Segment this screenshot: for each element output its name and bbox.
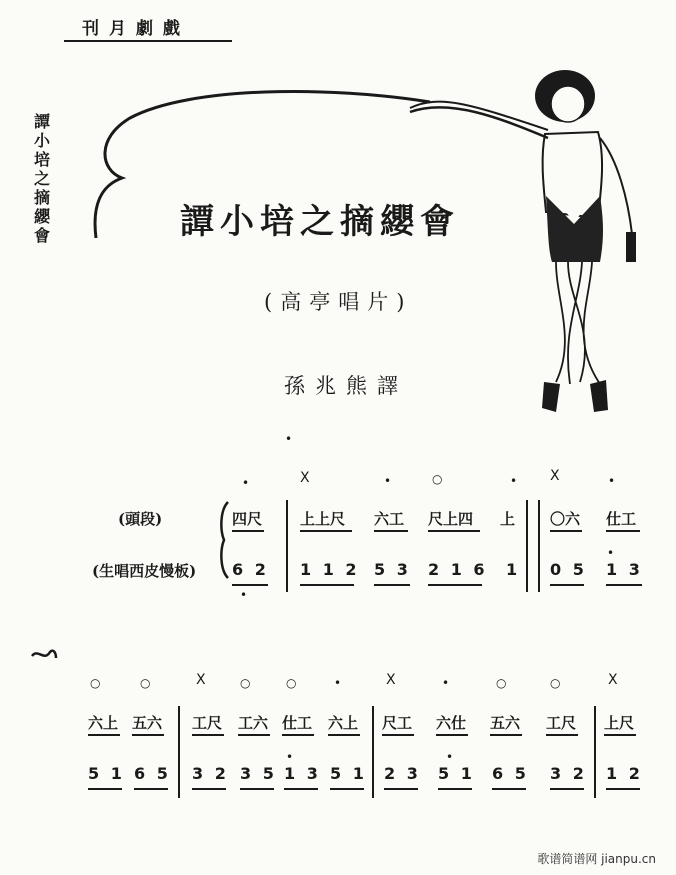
beat-dot: • xyxy=(384,474,392,488)
gongche-note: 六工 xyxy=(374,510,405,528)
jianpu-note: 6 5 xyxy=(492,764,529,783)
gongche-note: 尺上四 xyxy=(428,510,474,528)
gongche-note: 〇六 xyxy=(550,510,581,528)
translator: 孫兆熊譯 xyxy=(284,374,408,398)
gongche-note: 六上 xyxy=(88,714,119,732)
song-title: 譚小培之摘纓會 xyxy=(180,202,460,242)
jianpu-note: 0 5 xyxy=(550,560,587,579)
jianpu-note: 2 1 6 xyxy=(428,560,488,579)
row1-brace xyxy=(218,500,232,580)
jianpu-note: 1 2 xyxy=(606,764,643,783)
beam-line xyxy=(382,734,414,736)
beat-dot: • xyxy=(608,474,616,488)
beam-line xyxy=(546,734,578,736)
gongche-note: 工尺 xyxy=(546,714,577,732)
beam-line xyxy=(192,788,226,790)
gongche-note: 仕工 xyxy=(606,510,637,528)
gongche-note: 五六 xyxy=(132,714,163,732)
side-title: 譚小培之摘纓會 xyxy=(33,112,50,245)
jianpu-note: 1 3 xyxy=(606,560,643,579)
octave-dot: • xyxy=(446,750,454,764)
beam-line xyxy=(240,788,274,790)
jianpu-note: 5 1 xyxy=(88,764,125,783)
gongche-note: 上 xyxy=(500,510,516,528)
beam-line xyxy=(300,584,354,586)
beam-line xyxy=(330,788,364,790)
beat-dot: • xyxy=(334,676,342,690)
octave-dot: • xyxy=(286,750,294,764)
beam-line xyxy=(550,530,582,532)
bar-line xyxy=(178,706,180,798)
gongche-note: 四尺 xyxy=(232,510,263,528)
beam-line xyxy=(490,734,522,736)
beam-line xyxy=(492,788,526,790)
beat-dot: • xyxy=(442,676,450,690)
bar-line xyxy=(538,500,540,592)
gongche-note: 尺工 xyxy=(382,714,413,732)
beam-line xyxy=(606,584,642,586)
beam-line xyxy=(88,734,120,736)
jianpu-note: 1 xyxy=(506,560,521,579)
beam-line xyxy=(192,734,224,736)
bar-line xyxy=(526,500,528,592)
beam-line xyxy=(328,734,360,736)
intro-label: (頭段) xyxy=(118,510,163,528)
beat-circle: ○ xyxy=(550,676,561,690)
beam-line xyxy=(604,734,636,736)
beam-line xyxy=(428,584,482,586)
beam-line xyxy=(300,530,352,532)
gongche-note: 五六 xyxy=(490,714,521,732)
gongche-note: 工尺 xyxy=(192,714,223,732)
beam-line xyxy=(606,788,640,790)
beam-line xyxy=(134,788,168,790)
magazine-header: 刊月劇戲 xyxy=(82,19,190,39)
continuation-mark-icon xyxy=(30,646,58,664)
bar-line xyxy=(594,706,596,798)
jianpu-note: 5 1 xyxy=(438,764,475,783)
beam-line xyxy=(232,584,268,586)
beat-circle: ○ xyxy=(140,676,151,690)
beat-dot: • xyxy=(510,474,518,488)
beam-line xyxy=(88,788,122,790)
beat-circle: ○ xyxy=(240,676,251,690)
beat-crossed-mark: X xyxy=(550,468,560,484)
bar-line xyxy=(372,706,374,798)
beam-line xyxy=(282,734,314,736)
jianpu-note: 3 2 xyxy=(192,764,229,783)
beam-line xyxy=(428,530,480,532)
jianpu-note: 3 2 xyxy=(550,764,587,783)
beat-circle: ○ xyxy=(432,472,443,486)
jianpu-note: 1 3 xyxy=(284,764,321,783)
gongche-note: 六上 xyxy=(328,714,359,732)
beat-x-mark: X xyxy=(386,672,396,688)
jianpu-note: 2 3 xyxy=(384,764,421,783)
beat-circle: ○ xyxy=(286,676,297,690)
gongche-note: 工六 xyxy=(238,714,269,732)
beam-line xyxy=(550,584,584,586)
beat-circle: ○ xyxy=(90,676,101,690)
beam-line xyxy=(238,734,270,736)
jianpu-note: 5 1 xyxy=(330,764,367,783)
beam-line xyxy=(284,788,318,790)
jianpu-note: 6 2 xyxy=(232,560,269,579)
octave-dot: • xyxy=(607,546,615,560)
beat-x-mark: X xyxy=(608,672,618,688)
jianpu-note: 6 5 xyxy=(134,764,171,783)
jianpu-note: 3 5 xyxy=(240,764,277,783)
gongche-note: 仕工 xyxy=(282,714,313,732)
beat-dot: • xyxy=(285,432,293,446)
beam-line xyxy=(436,734,468,736)
gongche-note: 六仕 xyxy=(436,714,467,732)
beat-x-mark: X xyxy=(196,672,206,688)
dancer-legs xyxy=(556,262,600,384)
site-watermark: 歌谱简谱网 jianpu.cn xyxy=(537,852,656,866)
beam-line xyxy=(606,530,640,532)
beat-circle: ○ xyxy=(496,676,507,690)
tune-label: (生唱西皮慢板) xyxy=(92,562,197,580)
octave-dot: • xyxy=(240,588,248,602)
beam-line xyxy=(438,788,472,790)
jianpu-note: 1 1 2 xyxy=(300,560,360,579)
beam-line xyxy=(384,788,418,790)
bar-line xyxy=(286,500,288,592)
gongche-note: 上尺 xyxy=(604,714,635,732)
beat-x-mark: X xyxy=(300,470,310,486)
beam-line xyxy=(374,584,410,586)
gongche-note: 上上尺 xyxy=(300,510,346,528)
jianpu-note: 5 3 xyxy=(374,560,411,579)
beam-line xyxy=(550,788,584,790)
beam-line xyxy=(374,530,408,532)
beam-line xyxy=(132,734,164,736)
record-label-subtitle: (高亭唱片) xyxy=(264,290,413,314)
beat-dot: • xyxy=(242,476,250,490)
beam-line xyxy=(232,530,264,532)
